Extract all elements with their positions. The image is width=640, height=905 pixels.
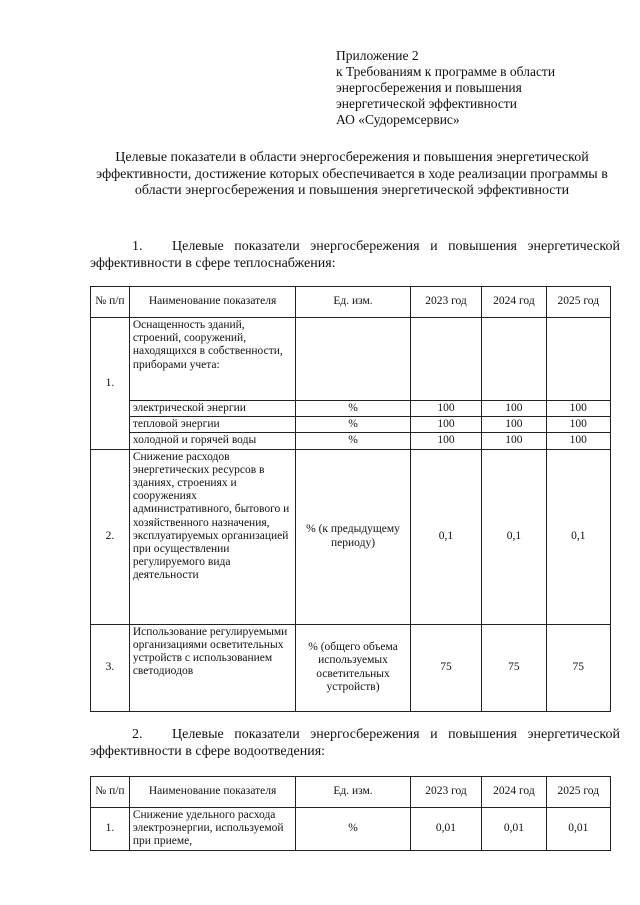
value-2024: 75 xyxy=(482,624,546,711)
indicator-name: Снижение расходов энергетических ресурсов в зданиях, строениях и сооружениях административного, бытового и хозяйственного назначения, эксплуатируемых организацией при осуществлении регулируемого вида деятельности xyxy=(129,449,296,624)
section-1-heading xyxy=(90,238,620,272)
row-number: 1. xyxy=(91,318,130,450)
appendix-line: энергетической эффективности xyxy=(336,96,517,111)
section-2-heading xyxy=(90,726,620,760)
value-2023: 100 xyxy=(410,417,482,433)
indicators-table-wastewater xyxy=(90,776,611,851)
column-header-num: № п/п xyxy=(91,777,130,808)
value-2024: 0,01 xyxy=(482,808,546,851)
table-subrow xyxy=(91,417,611,433)
table-row xyxy=(91,624,611,711)
table-row xyxy=(91,318,611,401)
sub-indicator-name: холодной и горячей воды xyxy=(129,433,296,449)
sub-indicator-name: электрической энергии xyxy=(129,401,296,417)
sub-indicator-name: тепловой энергии xyxy=(129,417,296,433)
appendix-header xyxy=(336,48,626,128)
column-header-2024: 2024 год xyxy=(482,287,546,318)
column-header-2025: 2025 год xyxy=(546,287,610,318)
column-header-name: Наименование показателя xyxy=(129,777,296,808)
document-title: Целевые показатели в области энергосбережения и повышения энергетической эффективности, достижение которых обеспечивается в ходе реализации программы в области энергосбережения и повышения энергетической эффективности xyxy=(96,150,608,198)
unit-cell: % xyxy=(296,417,410,433)
table-row xyxy=(91,449,611,624)
indicator-name: Оснащенность зданий, строений, сооружений, находящихся в собственности, приборами учета: xyxy=(129,318,296,401)
empty-cell xyxy=(546,318,610,401)
value-2023: 100 xyxy=(410,401,482,417)
unit-cell: % xyxy=(296,433,410,449)
unit-cell: % xyxy=(296,808,410,851)
value-2025: 0,01 xyxy=(546,808,610,851)
table-row xyxy=(91,808,611,851)
value-2023: 75 xyxy=(410,624,482,711)
column-header-2023: 2023 год xyxy=(410,777,482,808)
empty-cell xyxy=(296,318,410,401)
value-2025: 100 xyxy=(546,401,610,417)
row-number: 2. xyxy=(91,449,130,624)
value-2024: 100 xyxy=(482,417,546,433)
indicator-name: Использование регулируемыми организациями осветительных устройств с использованием светодиодов xyxy=(129,624,296,711)
row-number: 1. xyxy=(91,808,130,851)
section-number: 2. xyxy=(132,727,143,742)
value-2023: 100 xyxy=(410,433,482,449)
empty-cell xyxy=(482,318,546,401)
appendix-line: к Требованиям к программе в области xyxy=(336,64,556,79)
appendix-line: АО «Судоремсервис» xyxy=(336,112,460,127)
unit-cell: % xyxy=(296,401,410,417)
table-header-row xyxy=(91,777,611,808)
table-subrow xyxy=(91,401,611,417)
value-2024: 100 xyxy=(482,401,546,417)
column-header-unit: Ед. изм. xyxy=(296,287,410,318)
section-number: 1. xyxy=(132,239,143,254)
appendix-line: энергосбережения и повышения xyxy=(336,80,522,95)
value-2024: 0,1 xyxy=(482,449,546,624)
section-heading-text: Целевые показатели энергосбережения и повышения энергетической эффективности в сфере теплоснабжения: xyxy=(90,239,620,271)
section-heading-text: Целевые показатели энергосбережения и повышения энергетической эффективности в сфере водоотведения: xyxy=(90,727,620,759)
value-2023: 0,1 xyxy=(410,449,482,624)
value-2025: 75 xyxy=(546,624,610,711)
column-header-2024: 2024 год xyxy=(482,777,546,808)
row-number: 3. xyxy=(91,624,130,711)
unit-cell: % (к предыдущему периоду) xyxy=(296,449,410,624)
appendix-line: Приложение 2 xyxy=(336,48,419,63)
column-header-2023: 2023 год xyxy=(410,287,482,318)
table-header-row xyxy=(91,287,611,318)
empty-cell xyxy=(410,318,482,401)
column-header-unit: Ед. изм. xyxy=(296,777,410,808)
value-2023: 0,01 xyxy=(410,808,482,851)
column-header-name: Наименование показателя xyxy=(129,287,296,318)
column-header-2025: 2025 год xyxy=(546,777,610,808)
column-header-num: № п/п xyxy=(91,287,130,318)
indicators-table-heat xyxy=(90,286,611,712)
value-2025: 100 xyxy=(546,417,610,433)
table-subrow xyxy=(91,433,611,449)
value-2025: 0,1 xyxy=(546,449,610,624)
value-2025: 100 xyxy=(546,433,610,449)
value-2024: 100 xyxy=(482,433,546,449)
indicator-name: Снижение удельного расхода электроэнергии, используемой при приеме, xyxy=(129,808,296,851)
unit-cell: % (общего объема используемых осветительных устройств) xyxy=(296,624,410,711)
